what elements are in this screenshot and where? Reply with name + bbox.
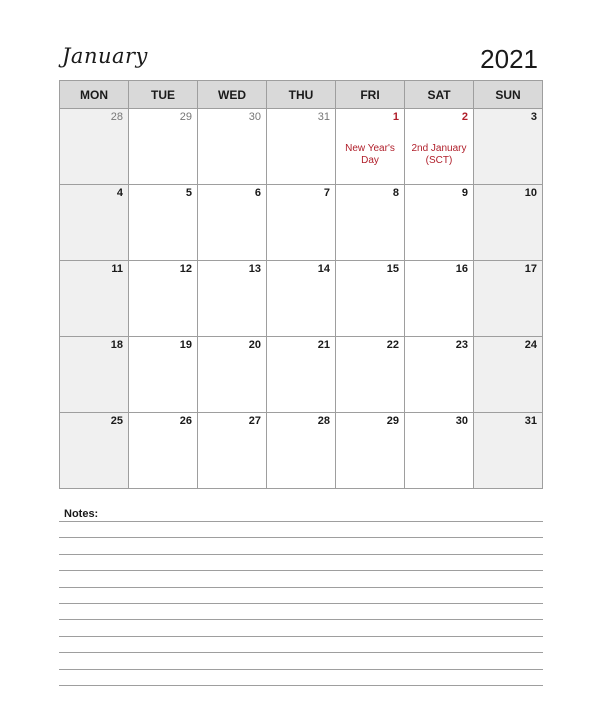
- day-number: 31: [317, 111, 330, 123]
- day-cell: [198, 109, 267, 185]
- day-number: 7: [323, 187, 330, 199]
- day-cell: [336, 261, 405, 337]
- day-cell: [336, 109, 405, 185]
- day-number: 17: [524, 263, 537, 275]
- day-cell: [198, 413, 267, 489]
- day-number: 15: [386, 263, 399, 275]
- day-cell: [60, 185, 129, 261]
- day-number: 30: [248, 111, 261, 123]
- day-number: 23: [455, 339, 468, 351]
- day-cell: [129, 337, 198, 413]
- day-number: 26: [179, 415, 192, 427]
- day-number: 11: [111, 263, 123, 275]
- day-cell: [267, 185, 336, 261]
- note-line: [59, 603, 543, 604]
- day-cell: [405, 413, 474, 489]
- year-title: 2021: [480, 44, 538, 74]
- day-cell: [267, 109, 336, 185]
- day-cell: [336, 337, 405, 413]
- day-cell: [405, 185, 474, 261]
- day-number: 29: [179, 111, 192, 123]
- day-cell: [474, 413, 543, 489]
- weekday-header: SUN: [474, 81, 543, 109]
- notes-label: Notes:: [64, 508, 99, 520]
- day-cell: [198, 337, 267, 413]
- day-number: 21: [317, 339, 330, 351]
- day-number: 20: [248, 339, 261, 351]
- weekday-header: SAT: [405, 81, 474, 109]
- day-cell: [60, 261, 129, 337]
- week-row: [60, 109, 543, 185]
- note-line: [59, 537, 543, 538]
- note-line: [59, 636, 543, 637]
- day-cell: [267, 261, 336, 337]
- day-cell: [129, 261, 198, 337]
- weekday-header: THU: [267, 81, 336, 109]
- week-row: [60, 261, 543, 337]
- day-number: 1: [392, 111, 399, 123]
- day-cell: [405, 109, 474, 185]
- day-number: 28: [317, 415, 330, 427]
- day-number: 29: [386, 415, 399, 427]
- month-title: January: [62, 44, 148, 68]
- day-number: 10: [524, 187, 537, 199]
- day-cell: [60, 413, 129, 489]
- day-cell: [60, 109, 129, 185]
- day-number: 28: [110, 111, 123, 123]
- day-number: 9: [461, 187, 468, 199]
- day-cell: [198, 261, 267, 337]
- calendar-grid: [59, 80, 543, 489]
- day-cell: [474, 261, 543, 337]
- note-line: [59, 652, 543, 653]
- day-number: 14: [317, 263, 330, 275]
- day-cell: [405, 337, 474, 413]
- weekday-header: TUE: [129, 81, 198, 109]
- day-number: 2: [461, 111, 468, 123]
- note-line: [59, 669, 543, 670]
- week-row: [60, 337, 543, 413]
- day-cell: [474, 109, 543, 185]
- day-number: 8: [392, 187, 399, 199]
- day-cell: [129, 413, 198, 489]
- note-line: [59, 587, 543, 588]
- day-cell: [198, 185, 267, 261]
- day-number: 5: [185, 187, 192, 199]
- day-cell: [405, 261, 474, 337]
- note-line: [59, 521, 543, 522]
- holiday-label: New Year's Day: [345, 143, 395, 166]
- day-number: 22: [386, 339, 399, 351]
- holiday-label: 2nd January (SCT): [411, 143, 467, 166]
- day-cell: [474, 337, 543, 413]
- day-number: 6: [254, 187, 261, 199]
- day-cell: [267, 337, 336, 413]
- weekday-header: FRI: [336, 81, 405, 109]
- note-line: [59, 570, 543, 571]
- day-cell: [336, 185, 405, 261]
- weekday-header: MON: [60, 81, 129, 109]
- week-row: [60, 185, 543, 261]
- day-number: 4: [116, 187, 123, 199]
- day-number: 3: [530, 111, 537, 123]
- week-row: [60, 413, 543, 489]
- notes-section: [59, 508, 543, 520]
- day-number: 27: [248, 415, 261, 427]
- day-number: 16: [455, 263, 468, 275]
- day-number: 30: [455, 415, 468, 427]
- weekday-header-row: [60, 81, 543, 109]
- day-cell: [336, 413, 405, 489]
- day-number: 25: [110, 415, 123, 427]
- note-line: [59, 619, 543, 620]
- day-cell: [60, 337, 129, 413]
- day-cell: [129, 109, 198, 185]
- day-cell: [267, 413, 336, 489]
- day-cell: [474, 185, 543, 261]
- day-number: 18: [110, 339, 123, 351]
- day-cell: [129, 185, 198, 261]
- day-number: 31: [524, 415, 537, 427]
- day-number: 24: [524, 339, 537, 351]
- weekday-header: WED: [198, 81, 267, 109]
- note-line: [59, 554, 543, 555]
- note-line: [59, 685, 543, 686]
- day-number: 13: [248, 263, 261, 275]
- day-number: 12: [179, 263, 192, 275]
- day-number: 19: [179, 339, 192, 351]
